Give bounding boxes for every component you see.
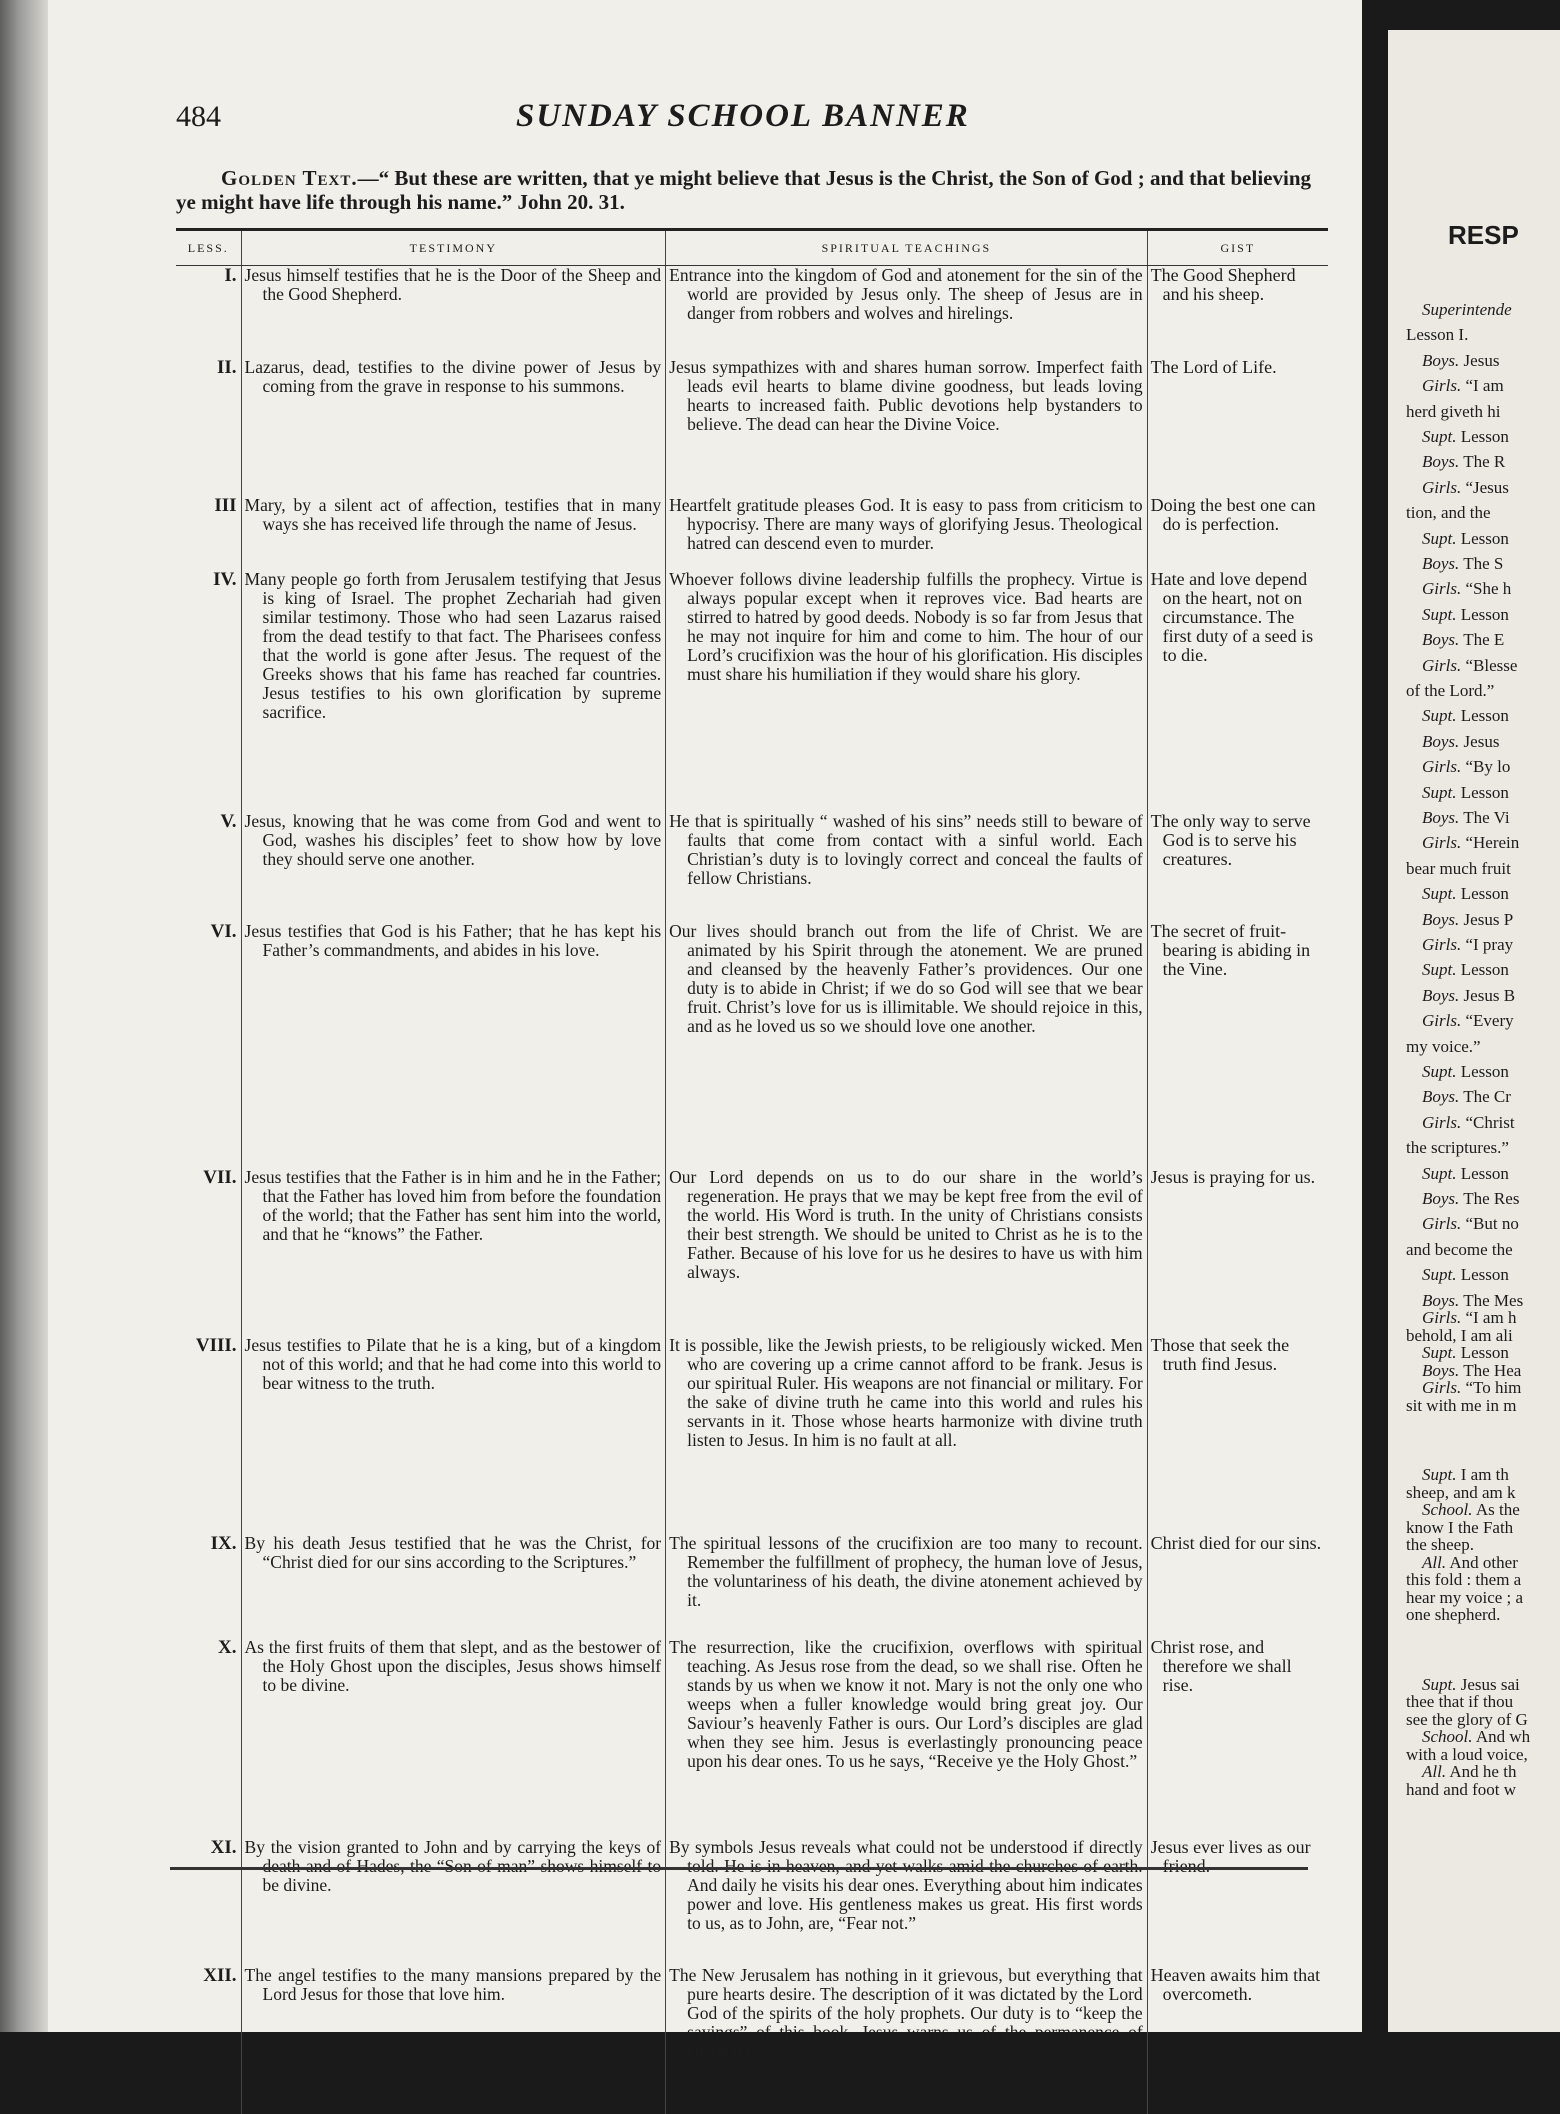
adjacent-page-line (1422, 452, 1505, 472)
lesson-number (176, 570, 241, 812)
speaker-label: Boys. (1422, 630, 1460, 650)
lesson-number-text: VIII. (195, 1334, 237, 1356)
line-text: hand and foot w (1406, 1779, 1517, 1799)
line-text: Lesson (1460, 1265, 1509, 1285)
adjacent-page-line (1406, 1037, 1481, 1057)
speaker-label: Supt. (1422, 1465, 1457, 1485)
adjacent-page-line (1422, 1164, 1509, 1184)
spiritual-teaching-cell (666, 922, 1148, 1168)
gist-cell (1147, 1638, 1328, 1838)
testimony-cell (241, 1638, 666, 1838)
lesson-number (176, 266, 241, 358)
testimony-cell-text: Jesus testifies that God is his Father; that he has kept his Father’s commandments, and abides in his love. (244, 920, 662, 960)
speaker-label: Supt. (1422, 1674, 1457, 1694)
lesson-number-text: III (214, 494, 237, 516)
adjacent-page-line (1422, 732, 1499, 752)
line-text: Lesson (1460, 706, 1509, 726)
line-text: hear my voice ; a (1406, 1587, 1524, 1607)
spiritual-teaching-cell-text: He that is spiritually “ washed of his sins” needs still to beware of faults that come from contact with a sinful world. Each Christian’s duty is to lovingly correct and conceal the faults of fellow Christians. (669, 810, 1143, 888)
spiritual-teaching-cell-text: Whoever follows divine leadership fulfills the prophecy. Virtue is always popular except when it reproves vice. Bad hearts are stirred to hatred by good deeds. Nobody is so far from Jesus that he may not inquire for him and come to him. The hour of our Lord’s crucifixion was the hour of his glorification. His disciples must share his humiliation if they would share his glory. (669, 568, 1143, 684)
spiritual-teaching-cell (666, 1966, 1148, 2114)
testimony-cell-text: Jesus himself testifies that he is the Door of the Sheep and the Good Shepherd. (244, 265, 662, 304)
speaker-label: Boys. (1422, 1360, 1460, 1380)
speaker-label: Supt. (1422, 604, 1457, 624)
speaker-label: Boys. (1422, 554, 1460, 573)
table-row (176, 922, 1328, 1168)
table-row (176, 1336, 1328, 1534)
adjacent-page-line (1422, 783, 1509, 803)
header-testimony: TESTIMONY (241, 230, 666, 266)
line-text: The R (1463, 452, 1506, 472)
testimony-cell-text: Many people go forth from Jerusalem testifying that Jesus is king of Israel. The prophet Zechariah had given similar testimony. Those who had seen Lazarus raised from the dead testify to that fact. The Pharisees confess that the world is gone after Jesus. The request of the Greeks shows that his fame has reached far countries. Jesus testifies to his own glorification by supreme sacrifice. (244, 568, 662, 722)
speaker-label: Supt. (1422, 1163, 1457, 1183)
gist-cell (1147, 1534, 1328, 1638)
testimony-cell-text: By the vision granted to John and by carrying the keys of death and of Hades, the “Son of man” shows himself to be divine. (244, 1836, 662, 1895)
line-text: one shepherd. (1406, 1605, 1501, 1625)
testimony-cell-text: Mary, by a silent act of affection, testifies that in many ways she has received life through the name of Jesus. (244, 494, 662, 534)
spiritual-teaching-cell (666, 266, 1148, 358)
line-text: The Mes (1463, 1290, 1524, 1310)
lesson-table (176, 228, 1328, 2114)
testimony-cell (241, 358, 666, 496)
adjacent-page-line (1406, 402, 1500, 422)
adjacent-page-line (1422, 960, 1509, 980)
line-text: I am th (1460, 1465, 1509, 1485)
line-text: “I am (1465, 376, 1504, 396)
gist-cell (1147, 1336, 1328, 1534)
speaker-label: All. (1422, 1552, 1447, 1572)
adjacent-page-line (1422, 605, 1509, 625)
adjacent-page-line (1422, 1011, 1514, 1031)
header-gist: GIST (1147, 230, 1328, 266)
testimony-cell (241, 922, 666, 1168)
spiritual-teaching-cell-text: Entrance into the kingdom of God and atonement for the sin of the world are provided by Jesus only. The sheep of Jesus are in danger from robbers and wolves and hirelings. (669, 265, 1143, 323)
testimony-cell-text: By his death Jesus testified that he was the Christ, for “Christ died for our sins according to the Scriptures.” (244, 1532, 662, 1572)
header-less: LESS. (176, 230, 241, 266)
speaker-label: Supt. (1422, 706, 1457, 726)
page-number: 484 (176, 100, 221, 133)
line-text: The Res (1463, 1189, 1520, 1208)
adjacent-page-line (1422, 1087, 1511, 1107)
speaker-label: Girls. (1422, 757, 1462, 777)
line-text: The Cr (1463, 1087, 1511, 1107)
spiritual-teaching-cell (666, 1838, 1148, 1966)
spiritual-teaching-cell (666, 358, 1148, 496)
testimony-cell (241, 1534, 666, 1638)
adjacent-page-line (1406, 859, 1511, 879)
line-text: Lesson (1460, 1163, 1509, 1183)
speaker-label: Girls. (1422, 1214, 1462, 1234)
header-spiritual-teachings: SPIRITUAL TEACHINGS (666, 230, 1148, 266)
speaker-label: Girls. (1422, 935, 1462, 954)
gist-cell (1147, 1838, 1328, 1966)
speaker-label: Girls. (1422, 833, 1462, 853)
adjacent-page-line (1406, 325, 1468, 345)
testimony-cell (241, 812, 666, 922)
speaker-label: Girls. (1422, 655, 1462, 675)
spiritual-teaching-cell-text: The New Jerusalem has nothing in it grievous, but everything that pure hearts desire. The description of it was dictated by the Lord God of the spirits of the holy prophets. Our duty is to “keep the sayings” of this book. Jesus warns us of the permanence of character. (669, 1964, 1143, 2061)
gist-cell (1147, 496, 1328, 570)
adjacent-page-line (1422, 478, 1509, 498)
line-text: “To him (1465, 1378, 1522, 1398)
gist-cell-text: Hate and love depend on the heart, not on circumstance. The first duty of a seed is to die. (1150, 568, 1314, 665)
running-title: SUNDAY SCHOOL BANNER (516, 98, 970, 134)
speaker-label: Superintende (1422, 300, 1512, 319)
gist-cell (1147, 922, 1328, 1168)
spiritual-teaching-cell-text: Our Lord depends on us to do our share in the world’s regeneration. He prays that we may be kept free from the evil of the world. His Word is truth. In the unity of Christians consists their best strength. We should be united to Christ as he is to the Father. Because of his love for us he desires to have us with him always. (669, 1166, 1143, 1282)
line-text: “I am h (1465, 1308, 1517, 1328)
line-text: The E (1463, 630, 1505, 650)
line-text: Jesus (1463, 731, 1500, 751)
gist-cell (1147, 570, 1328, 812)
speaker-label: Boys. (1422, 1087, 1460, 1107)
table-row (176, 496, 1328, 570)
line-text: Lesson (1460, 960, 1509, 980)
speaker-label: Girls. (1422, 1011, 1462, 1031)
spiritual-teaching-cell-text: The resurrection, like the crucifixion, overflows with spiritual teaching. As Jesus rose from the dead, so we shall rise. Often he stands by us when we know it not. Mary is not the only one who weeps when a fuller knowledge would bring great joy. Our Saviour’s heavenly Father is ours. Our Lord’s disciples are glad when they see him. Jesus is everlastingly pronouncing peace upon his dear ones. To us he says, “Receive ye the Holy Ghost.” (669, 1636, 1143, 1771)
spiritual-teaching-cell-text: Heartfelt gratitude pleases God. It is easy to pass from criticism to hypocrisy. There are many ways of glorifying Jesus. Theological hatred can descend even to murder. (669, 494, 1143, 553)
lesson-number-text: IX. (210, 1532, 237, 1554)
adjacent-page-line (1422, 656, 1517, 676)
line-text: “Christ (1465, 1112, 1515, 1132)
lesson-number-text: VI. (210, 920, 237, 942)
gist-cell-text: The secret of fruit-bearing is abiding in the Vine. (1150, 920, 1311, 979)
speaker-label: School. (1422, 1727, 1473, 1747)
speaker-label: Boys. (1422, 808, 1460, 827)
line-text: behold, I am ali (1406, 1325, 1513, 1345)
spiritual-teaching-cell-text: It is possible, like the Jewish priests, to be religiously wicked. Men who are covering up a crime cannot afford to be frank. Jesus is our spiritual Ruler. His weapons are not financial or military. For the sake of divine truth he came into this world and rules his servants in it. Those whose hearts harmonize with divine truth listen to Jesus. In him is no fault at all. (669, 1334, 1143, 1450)
testimony-cell-text: As the first fruits of them that slept, and as the bestower of the Holy Ghost upon the disciples, Jesus shows himself to be divine. (244, 1636, 662, 1695)
speaker-label: Boys. (1422, 1290, 1460, 1310)
table-row (176, 358, 1328, 496)
adjacent-page-line (1422, 579, 1511, 599)
line-text: “But no (1465, 1214, 1519, 1234)
line-text: Jesus B (1463, 985, 1516, 1005)
testimony-cell (241, 570, 666, 812)
gist-cell-text: Doing the best one can do is perfection. (1150, 494, 1316, 534)
gist-cell-text: The Good Shepherd and his sheep. (1150, 265, 1296, 304)
adjacent-page-line (1422, 529, 1509, 549)
speaker-label: Boys. (1422, 985, 1460, 1005)
testimony-cell-text: Lazarus, dead, testifies to the divine power of Jesus by coming from the grave in response to his summons. (244, 356, 662, 396)
testimony-cell (241, 266, 666, 358)
lesson-number-text: V. (220, 810, 237, 832)
testimony-cell-text: Jesus testifies that the Father is in him and he in the Father; that the Father has loved him from before the foundation of the world; that the Father has sent him into the world, and that he “knows” the Father. (244, 1166, 662, 1244)
line-text: Lesson (1460, 782, 1509, 802)
gist-cell-text: Heaven awaits him that overcometh. (1150, 1964, 1321, 2004)
adjacent-page-line (1406, 1138, 1509, 1158)
table-row (176, 1534, 1328, 1638)
gist-cell (1147, 266, 1328, 358)
gist-cell-text: Christ died for our sins. (1150, 1532, 1322, 1553)
speaker-label: All. (1422, 1762, 1447, 1782)
speaker-label: Girls. (1422, 1378, 1462, 1398)
adjacent-page-line (1422, 986, 1515, 1006)
line-text: “Blesse (1465, 655, 1518, 675)
line-text: my voice.” (1406, 1036, 1481, 1056)
speaker-label: Girls. (1422, 376, 1462, 396)
adjacent-page-fragment (1388, 30, 1560, 2032)
table-row (176, 1966, 1328, 2114)
speaker-label: Supt. (1422, 1265, 1457, 1285)
adjacent-page-line (1422, 351, 1499, 371)
line-text: bear much fruit (1406, 858, 1511, 878)
lesson-number (176, 1336, 241, 1534)
adjacent-page-line (1422, 884, 1509, 904)
line-text: “By lo (1465, 757, 1511, 777)
gist-cell (1147, 1966, 1328, 2114)
lesson-number (176, 1638, 241, 1838)
line-text: Lesson (1460, 604, 1509, 624)
speaker-label: Supt. (1422, 884, 1457, 904)
lesson-number (176, 812, 241, 922)
gist-cell (1147, 1168, 1328, 1336)
line-text: and become the (1406, 1239, 1513, 1259)
spiritual-teaching-cell-text: Jesus sympathizes with and shares human sorrow. Imperfect faith leads evil hearts to blame divine goodness, but leads loving hearts to increased faith. Public devotions help bystanders to believe. The dead can hear the Divine Voice. (669, 356, 1143, 434)
line-text: thee that if thou (1406, 1692, 1514, 1712)
adjacent-page-line (1406, 1780, 1516, 1800)
spiritual-teaching-cell-text: The spiritual lessons of the crucifixion are too many to recount. Remember the fulfillment of prophecy, the human love of Jesus, the voluntariness of his death, the divine atonement achieved by it. (669, 1532, 1143, 1610)
line-text: the sheep. (1406, 1535, 1474, 1555)
lesson-number-text: I. (224, 265, 237, 286)
line-text: sit with me in m (1406, 1395, 1517, 1415)
adjacent-page-line (1422, 706, 1509, 726)
spiritual-teaching-cell-text: Our lives should branch out from the life of Christ. We are animated by his Spirit through the atonement. We are pruned and cleansed by the heavenly Father’s providences. Our one duty is to abide in Christ; if we do so God will see that we bear fruit. Christ’s love for us is illimitable. We should rejoice in this, and as he loved us so we should love one another. (669, 920, 1143, 1036)
lesson-number (176, 922, 241, 1168)
speaker-label: Boys. (1422, 350, 1460, 370)
speaker-label: Supt. (1422, 960, 1457, 980)
lesson-number-text: XI. (210, 1836, 237, 1858)
line-text: “Jesus (1465, 477, 1509, 497)
table-row (176, 1838, 1328, 1966)
adjacent-page-line (1406, 681, 1494, 701)
spiritual-teaching-cell-text: By symbols Jesus reveals what could not be understood if directly told. He is in heaven, and yet walks amid the churches of earth. And daily he visits his dear ones. Everything about him indicates power and love. His gentleness makes us great. His first words to us, as to John, are, “Fear not.” (669, 1836, 1143, 1933)
line-text: tion, and the (1406, 503, 1491, 523)
spiritual-teaching-cell (666, 570, 1148, 812)
line-text: Lesson (1460, 1343, 1509, 1363)
line-text: “I pray (1465, 935, 1514, 954)
speaker-label: School. (1422, 1500, 1473, 1520)
lesson-number (176, 1966, 241, 2114)
gist-cell-text: Christ rose, and therefore we shall rise. (1150, 1636, 1292, 1695)
testimony-cell (241, 1336, 666, 1534)
adjacent-page-line (1422, 1062, 1509, 1082)
lesson-number-text: VII. (203, 1166, 237, 1188)
gist-cell (1147, 358, 1328, 496)
testimony-cell-text: The angel testifies to the many mansions prepared by the Lord Jesus for those that love him. (244, 1964, 662, 2004)
gist-cell-text: Those that seek the truth find Jesus. (1150, 1334, 1290, 1374)
speaker-label: Supt. (1422, 427, 1457, 446)
golden-text-label: Golden Text. (221, 166, 358, 190)
line-text: Lesson (1460, 427, 1509, 446)
line-text: Lesson I. (1406, 325, 1469, 345)
line-text: The S (1463, 554, 1504, 573)
lesson-number-text: X. (218, 1636, 237, 1658)
adjacent-page-line (1422, 1189, 1519, 1209)
line-text: Lesson (1460, 528, 1509, 548)
adjacent-page-line (1422, 1214, 1519, 1234)
line-text: “Herein (1465, 833, 1520, 853)
line-text: The Vi (1463, 808, 1510, 827)
testimony-cell-text: Jesus testifies to Pilate that he is a king, but of a kingdom not of this world; and that he had come into this world to bear witness to the truth. (244, 1334, 662, 1393)
gist-cell-text: The Lord of Life. (1150, 356, 1277, 377)
lesson-number-text: II. (216, 356, 237, 378)
adjacent-page-line (1422, 1113, 1515, 1133)
line-text: The Hea (1463, 1360, 1522, 1380)
page-header (176, 100, 1326, 144)
adjacent-page-line (1406, 1240, 1513, 1260)
gist-cell-text: Jesus ever lives as our friend. (1150, 1836, 1311, 1876)
adjacent-page-line (1406, 503, 1491, 523)
spiritual-teaching-cell (666, 812, 1148, 922)
adjacent-page-line (1422, 427, 1509, 447)
adjacent-page-line (1422, 630, 1504, 650)
gist-cell-text: Jesus is praying for us. (1150, 1166, 1316, 1187)
spiritual-teaching-cell (666, 496, 1148, 570)
lesson-number-text: IV. (213, 568, 237, 590)
adjacent-page-line (1422, 833, 1519, 853)
speaker-label: Girls. (1422, 1308, 1462, 1328)
testimony-cell (241, 1838, 666, 1966)
spiritual-teaching-cell (666, 1638, 1148, 1838)
adjacent-page-line (1422, 910, 1513, 930)
adjacent-page-line (1422, 554, 1503, 574)
lesson-number (176, 358, 241, 496)
table-row (176, 570, 1328, 812)
line-text: And he th (1449, 1762, 1517, 1782)
speaker-label: Supt. (1422, 782, 1457, 802)
adjacent-page-heading: RESP (1448, 220, 1519, 250)
testimony-cell (241, 1966, 666, 2114)
spiritual-teaching-cell (666, 1534, 1148, 1638)
line-text: of the Lord.” (1406, 681, 1495, 700)
line-text: As the (1475, 1500, 1520, 1520)
table-row (176, 1168, 1328, 1336)
line-text: And other (1449, 1552, 1518, 1572)
table-row (176, 266, 1328, 358)
line-text: the scriptures.” (1406, 1138, 1509, 1158)
line-text: Lesson (1460, 884, 1509, 904)
testimony-cell-text: Jesus, knowing that he was come from God and went to God, washes his disciples’ feet to show how by love they should serve one another. (244, 810, 662, 869)
speaker-label: Boys. (1422, 909, 1460, 929)
table-row (176, 1638, 1328, 1838)
line-text: And wh (1475, 1727, 1531, 1747)
footer-rule (170, 1867, 1308, 1870)
adjacent-page-line (1422, 757, 1510, 777)
adjacent-page-line (1422, 935, 1513, 955)
lesson-number-text: XII. (203, 1964, 237, 1986)
speaker-label: Boys. (1422, 731, 1460, 751)
spiritual-teaching-cell (666, 1336, 1148, 1534)
table-header-row (176, 230, 1328, 266)
line-text: sheep, and am k (1406, 1482, 1516, 1502)
line-text: Jesus (1463, 350, 1500, 370)
speaker-label: Girls. (1422, 1112, 1462, 1132)
line-text: “She h (1465, 579, 1512, 599)
book-spine (0, 0, 48, 2032)
line-text: with a loud voice, (1406, 1744, 1528, 1764)
speaker-label: Supt. (1422, 1343, 1457, 1363)
line-text: “Every (1465, 1011, 1514, 1031)
gist-cell-text: The only way to serve God is to serve his creatures. (1150, 810, 1311, 869)
table-row (176, 812, 1328, 922)
line-text: Jesus sai (1460, 1674, 1520, 1694)
adjacent-page-line (1422, 808, 1510, 828)
speaker-label: Girls. (1422, 579, 1462, 599)
golden-text-body: —“ But these are written, that ye might believe that Jesus is the Christ, the Son of God ; and that believing ye might have life through his name.” John 20. 31. (176, 166, 1311, 214)
speaker-label: Supt. (1422, 528, 1457, 548)
lesson-number (176, 496, 241, 570)
line-text: herd giveth hi (1406, 401, 1501, 421)
adjacent-page-line (1422, 376, 1504, 396)
speaker-label: Supt. (1422, 1062, 1457, 1081)
line-text: Jesus P (1463, 909, 1514, 929)
speaker-label: Boys. (1422, 1189, 1460, 1208)
adjacent-page-line (1406, 1396, 1517, 1416)
line-text: see the glory of G (1406, 1709, 1528, 1729)
lesson-number (176, 1534, 241, 1638)
speaker-label: Girls. (1422, 477, 1462, 497)
golden-text (176, 166, 1326, 214)
speaker-label: Boys. (1422, 452, 1460, 472)
testimony-cell (241, 496, 666, 570)
lesson-number (176, 1168, 241, 1336)
line-text: Lesson (1460, 1062, 1509, 1081)
lesson-number (176, 1838, 241, 1966)
adjacent-page-line (1422, 300, 1512, 320)
adjacent-page-line (1406, 1605, 1500, 1625)
spiritual-teaching-cell (666, 1168, 1148, 1336)
lesson-table-body (176, 266, 1328, 2114)
adjacent-page-line (1422, 1265, 1509, 1285)
line-text: this fold : them a (1406, 1570, 1522, 1590)
line-text: know I the Fath (1406, 1517, 1514, 1537)
testimony-cell (241, 1168, 666, 1336)
gist-cell (1147, 812, 1328, 922)
